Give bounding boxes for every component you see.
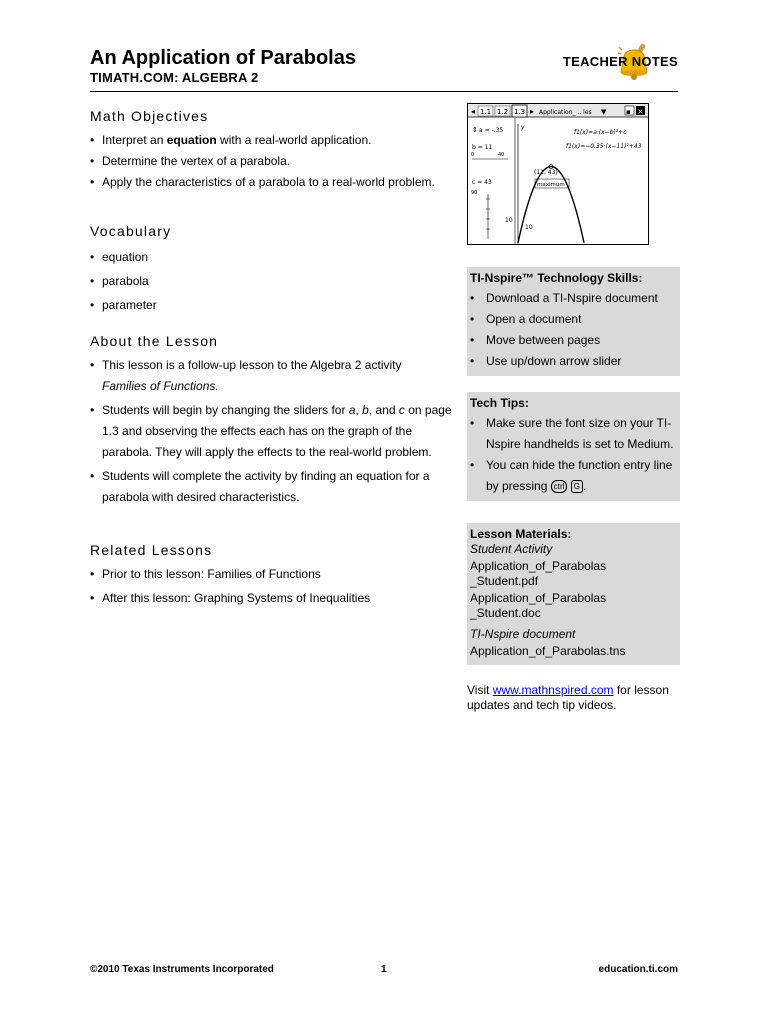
function-values: f1(x)=−0.35·(x−11)²+43 [566,143,642,150]
tick-90: 90 [471,190,478,196]
page-footer [90,964,678,975]
list-item: • Download a TI-Nspire document [470,288,677,309]
text: on page 1.3 and observing the effects each has on the graph of the parabola. They will apply the effects to the real-world problem. [102,403,452,459]
list-item: • Use up/down arrow slider [470,351,677,372]
list-item: • Determine the vertex of a parabola. [90,151,455,172]
text: This lesson is a follow-up lesson to the Algebra 2 activity [102,358,402,372]
left-column [90,108,455,625]
right-column [467,103,680,713]
svg-text:▼: ▼ [601,108,607,116]
related-lessons-section [90,542,455,609]
mathnspired-link[interactable]: www.mathnspired.com [492,683,614,697]
header-rule [90,91,678,92]
text: . [582,479,587,493]
lesson-materials-box [467,523,680,665]
tech-tips-box [467,392,680,501]
tab-1-1: 1.1 [480,108,492,116]
copyright: ©2010 Texas Instruments Incorporated [90,964,274,975]
tns-label: TI-Nspire document [470,627,576,641]
list-item: • After this lesson: Graphing Systems of Inequalities [90,588,455,609]
vocabulary-section [90,223,455,317]
box-title: TI-Nspire™ Technology Skills: [470,271,643,285]
list-item: • Students will complete the activity by finding an equation for a parabola with desired characteristics. [90,466,455,508]
about-lesson-section [90,333,455,508]
vertex-point-label: (11, 43) [534,169,558,176]
text: Interpret an [102,133,167,147]
text: _Student.doc [470,606,541,620]
math-objectives-section [90,108,455,193]
file-doc [470,591,677,621]
svg-text:✕: ✕ [637,108,644,116]
list-item: • Open a document [470,309,677,330]
document-label: Application_ .. les [539,109,592,116]
section-title: Vocabulary [90,223,172,239]
slider-c-label: c = 43 [472,179,492,186]
tech-skills-box [467,267,680,376]
page-subtitle: TIMATH.COM: ALGEBRA 2 [90,70,259,85]
italic-text: b [362,403,369,417]
x-tick-10: 10 [525,224,533,231]
section-title: Math Objectives [90,108,209,124]
ctrl-key-icon: ctrl [551,480,568,493]
footer-site: education.ti.com [598,964,678,975]
text: Application_of_Parabolas [470,559,607,573]
bold-text: equation [166,133,217,147]
svg-text:▪: ▪ [626,108,631,116]
slider-a-label: a = -.35 [479,127,504,134]
tick-40: 40 [498,152,505,158]
calculator-screen-graphic [468,104,648,244]
section-title: About the Lesson [90,333,219,349]
tab-1-2: 1.2 [497,108,509,116]
text: , [355,403,363,417]
list-item [90,355,455,397]
g-key-icon: G [571,480,583,493]
list-item: • parameter [90,293,455,317]
italic-text: c [398,403,405,417]
function-definition: f1(x)=a·(x−b)²+c [574,129,627,136]
file-pdf [470,559,677,589]
tab-1-3: 1.3 [514,108,526,116]
page-number: 1 [381,964,387,975]
tick-0: 0 [471,152,475,158]
page-header [90,46,678,85]
svg-text:▸: ▸ [530,107,535,116]
student-activity-label: Student Activity [470,542,553,556]
list-item: • Apply the characteristics of a parabola to a real-world problem. [90,172,455,193]
file-tns: Application_of_Parabolas.tns [470,644,626,658]
list-item [90,130,455,151]
teacher-notes-label: TEACHER NOTES [562,54,678,69]
list-item: • Make sure the font size on your TI-Nspire handhelds is set to Medium. [470,413,677,455]
italic-text: Families of Functions. [102,379,219,393]
list-item [470,455,677,497]
text: Visit [467,683,493,697]
list-item: • Move between pages [470,330,677,351]
box-title: Lesson Materials: [470,527,572,541]
visit-note [467,683,680,713]
box-title: Tech Tips: [470,396,529,410]
text: You can hide the function entry line by pressing [486,458,673,493]
list-item: • parabola [90,269,455,293]
slider-b-label: b = 11 [472,144,493,151]
svg-text:◂: ◂ [471,107,476,116]
y-tick-10: 10 [505,217,513,224]
list-item: • equation [90,245,455,269]
text: with a real-world application. [216,133,372,147]
maximum-label: maximum [537,182,565,188]
text: , and [368,403,399,417]
text: Students will begin by changing the sliders for [102,403,349,417]
text: for lesson updates and tech tip videos. [467,683,669,712]
text: _Student.pdf [470,574,539,588]
italic-text: a [348,403,356,417]
page-title: An Application of Parabolas [90,47,356,69]
list-item [90,400,455,463]
section-title: Related Lessons [90,542,213,558]
svg-text:⇕: ⇕ [472,126,478,134]
y-axis-label: y [521,124,525,131]
parabola-curve [518,167,584,243]
text: Application_of_Parabolas [470,591,607,605]
calculator-screenshot [467,103,649,245]
list-item: • Prior to this lesson: Families of Functions [90,564,455,585]
